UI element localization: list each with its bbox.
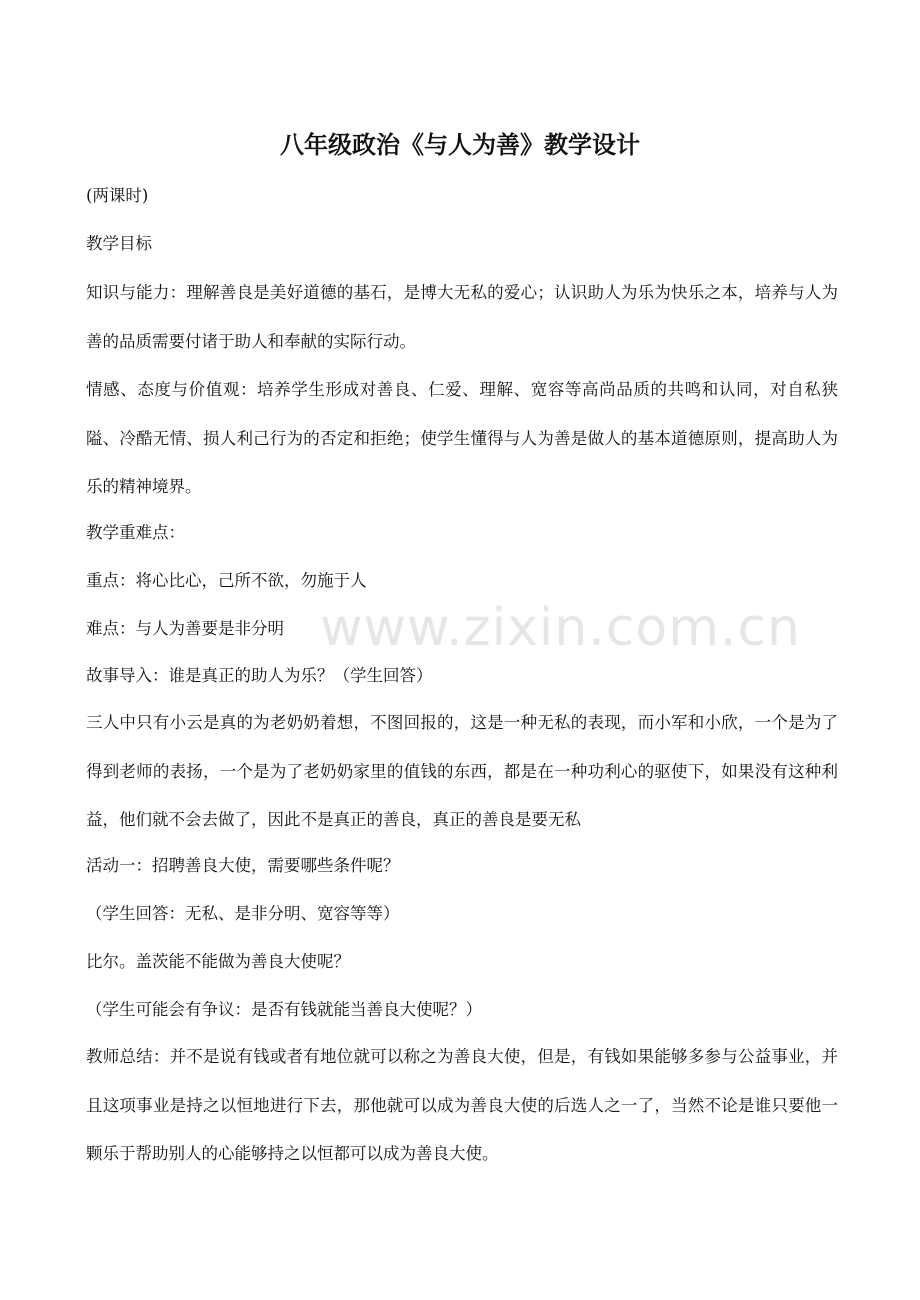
paragraph-teaching-goals-heading: 教学目标 [86,234,152,253]
paragraph-lesson-count: (两课时) [86,186,149,205]
paragraph-bill-gates-question: 比尔。盖茨能不能做为善良大使呢？ [86,952,350,971]
paragraph-difficult-point: 难点：与人为善要是非分明 [86,619,284,638]
paragraph-story-analysis: 三人中只有小云是真的为老奶奶着想，不图回报的，这是一种无私的表现，而小军和小欣，一个是为了得到老师的表扬，一个是为了老奶奶家里的值钱的东西，都是在一种功利心的驱使下，如果没有这种利益，他们就不会去做了，因此不是真正的善良，真正的善良是要无私 [86,713,838,829]
paragraph-knowledge-ability: 知识与能力：理解善良是美好道德的基石，是博大无私的爱心；认识助人为乐为快乐之本，培养与人为善的品质需要付诸于助人和奉献的实际行动。 [86,283,838,351]
document-title: 八年级政治《与人为善》教学设计 [280,131,640,159]
paragraph-emotion-attitude: 情感、态度与价值观：培养学生形成对善良、仁爱、理解、宽容等高尚品质的共鸣和认同，对自私狭隘、冷酷无情、损人利己行为的否定和拒绝；使学生懂得与人为善是做人的基本道德原则，提高助人为乐的精神境界。 [86,380,838,496]
paragraph-activity-one: 活动一：招聘善良大使，需要哪些条件呢？ [86,856,400,875]
watermark: www.zixin.com.cn [320,598,801,658]
paragraph-student-dispute: （学生可能会有争议：是否有钱就能当善良大使呢？） [86,1000,482,1019]
paragraph-student-answer: （学生回答：无私、是非分明、宽容等等） [86,904,400,923]
paragraph-key-difficult-heading: 教学重难点： [86,523,185,542]
paragraph-story-intro: 故事导入：谁是真正的助人为乐？（学生回答） [86,666,433,685]
paragraph-teacher-summary: 教师总结：并不是说有钱或者有地位就可以称之为善良大使，但是，有钱如果能够多参与公益事业，并且这项事业是持之以恒地进行下去，那他就可以成为善良大使的后选人之一了，当然不论是谁只要他一颗乐于帮助别人的心能够持之以恒都可以成为善良大使。 [86,1047,838,1163]
paragraph-key-point: 重点：将心比心，己所不欲，勿施于人 [86,571,367,590]
